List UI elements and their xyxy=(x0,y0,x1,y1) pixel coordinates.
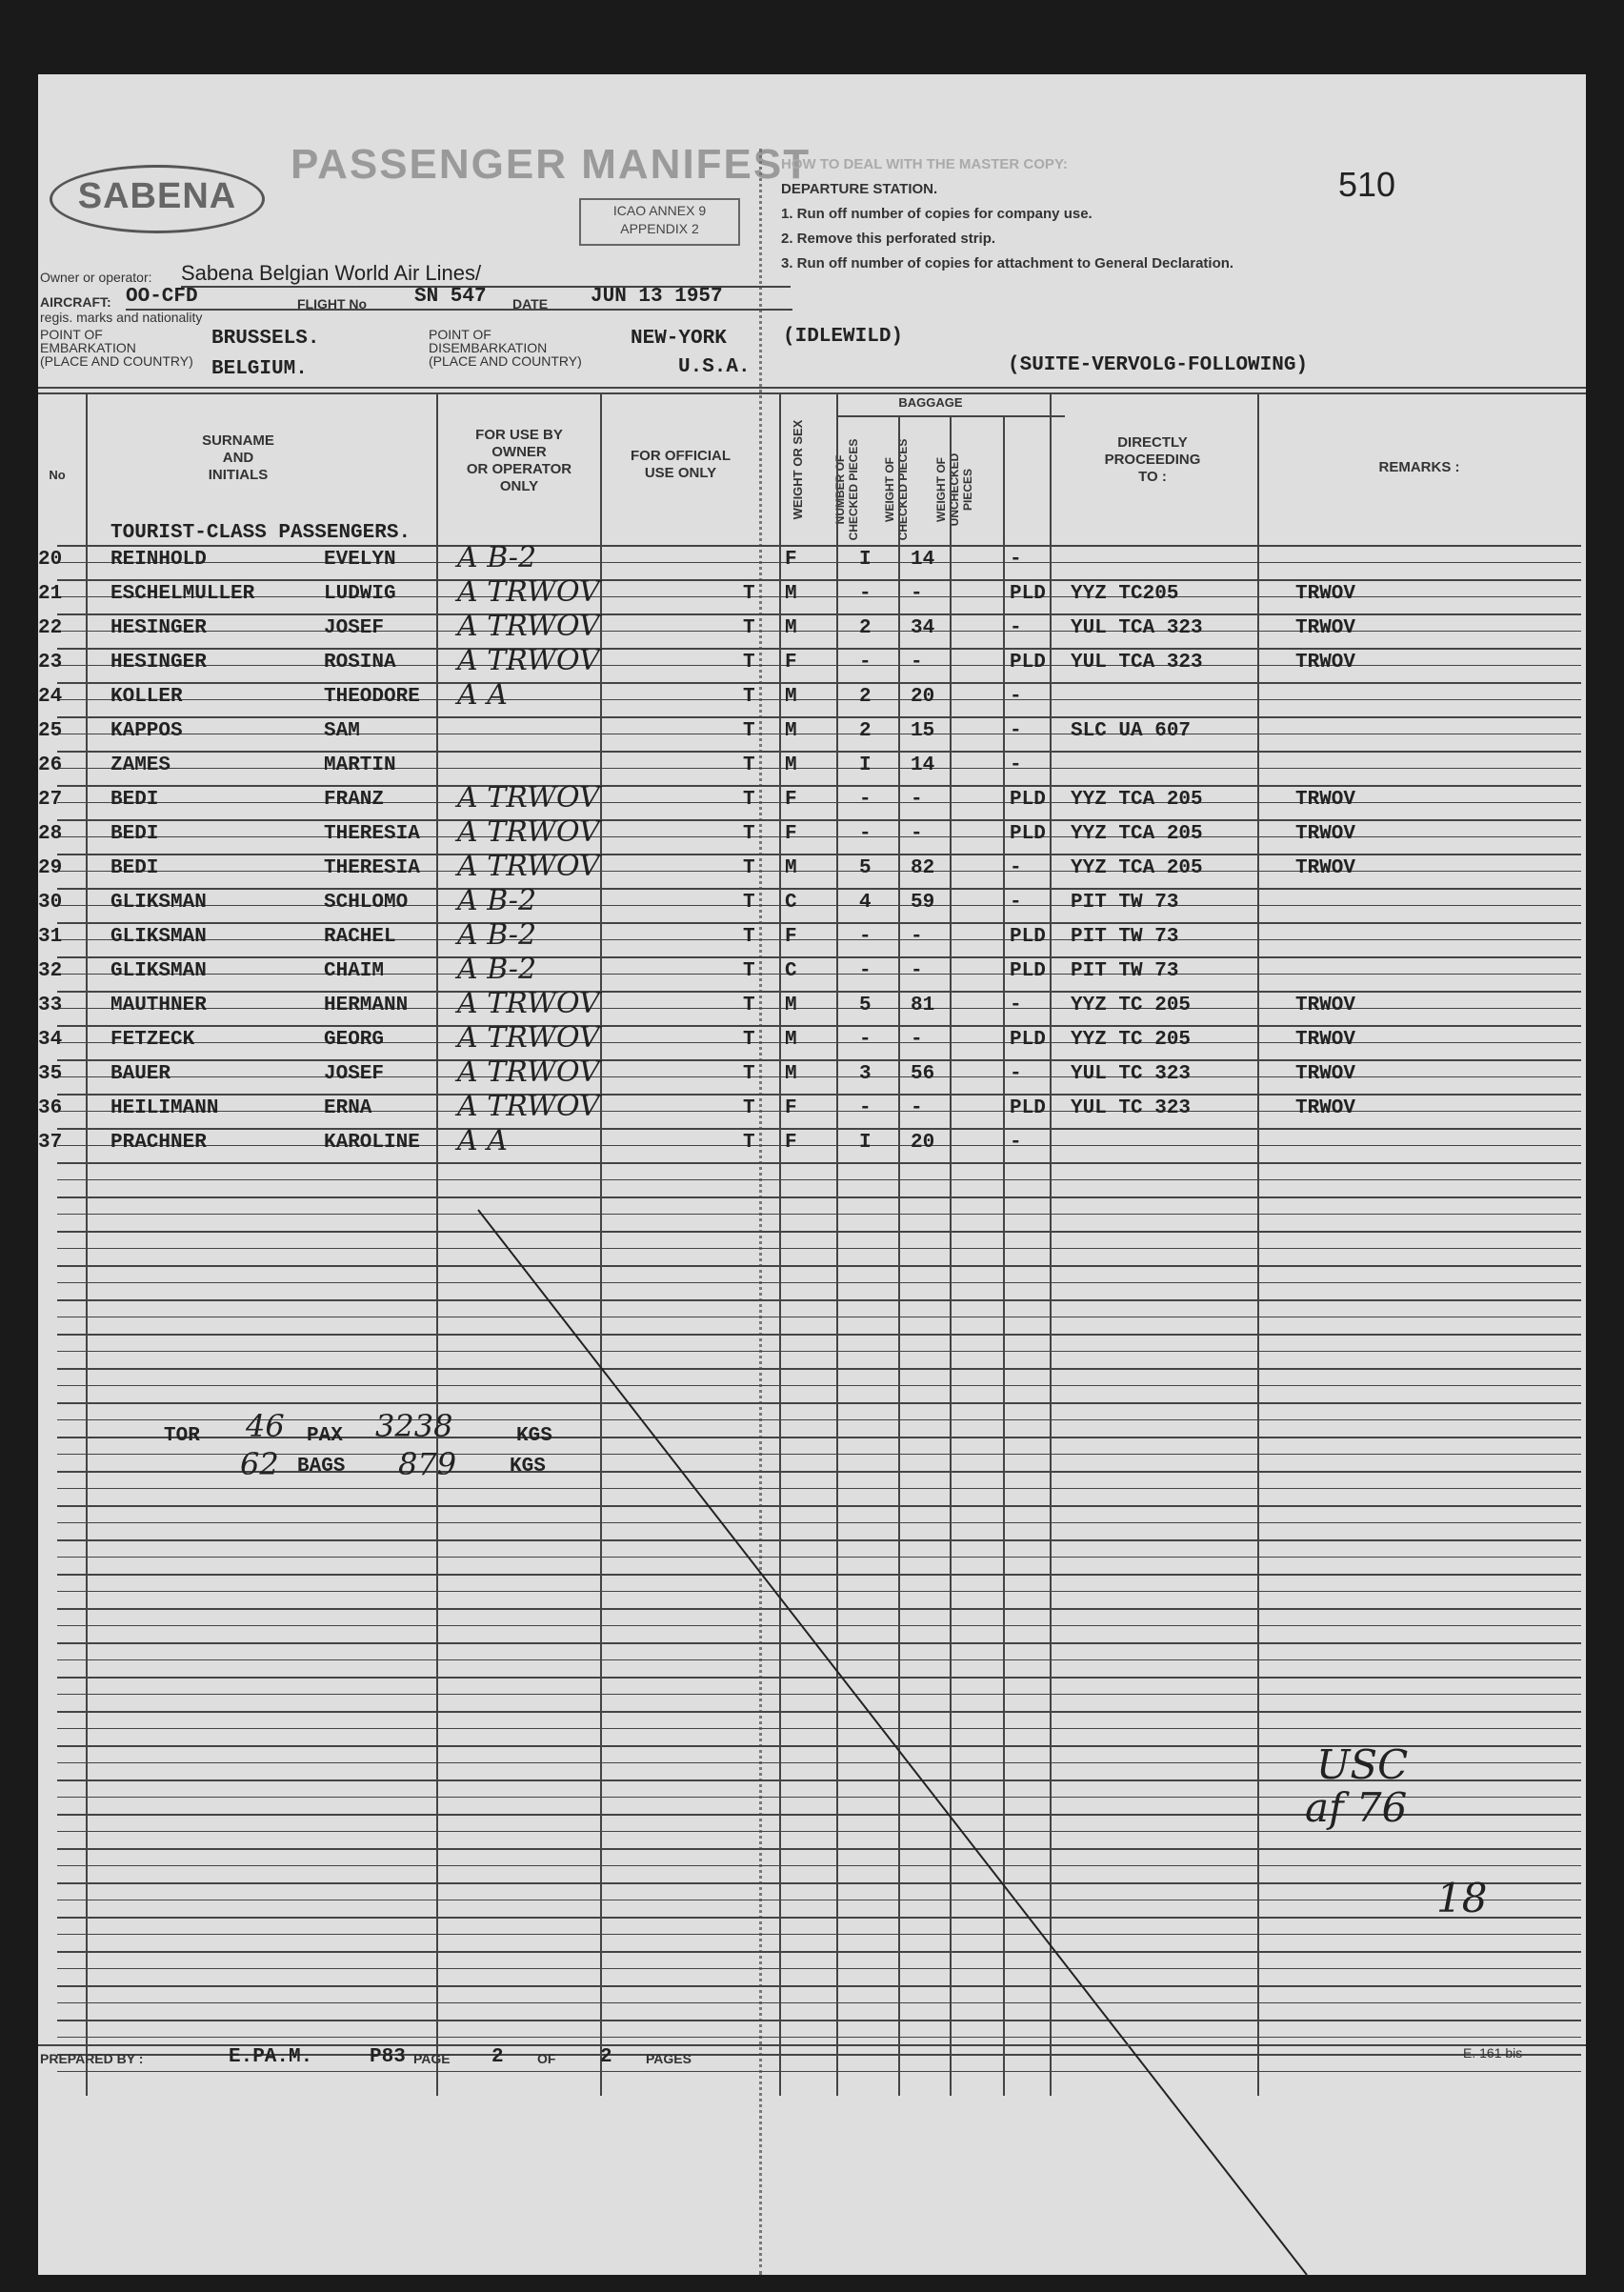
row-surname: REINHOLD xyxy=(110,549,207,571)
col-checked-pieces: NUMBER OF CHECKED PIECES xyxy=(833,438,860,541)
row-destination: PIT TW 73 xyxy=(1071,960,1179,982)
row-sex: M xyxy=(785,1029,797,1051)
row-destination: YUL TCA 323 xyxy=(1071,617,1203,639)
totals-label: TOR xyxy=(164,1425,200,1447)
row-checked-weight: 34 xyxy=(911,617,935,639)
row-owner-handwriting: A TRWOV xyxy=(457,575,600,609)
date-label: DATE xyxy=(512,296,549,312)
row-initials: RACHEL xyxy=(324,926,396,948)
col-surname: SURNAME AND INITIALS xyxy=(202,432,274,483)
row-surname: GLIKSMAN xyxy=(110,892,207,914)
row-class: T xyxy=(743,720,755,742)
row-checked-weight: 14 xyxy=(911,549,935,571)
row-checked-pieces: - xyxy=(859,789,872,811)
row-initials: LUDWIG xyxy=(324,583,396,605)
row-unchecked: PLD xyxy=(1010,1097,1046,1119)
row-no: 20 xyxy=(38,549,63,571)
row-checked-weight: 56 xyxy=(911,1063,935,1085)
row-unchecked: - xyxy=(1010,686,1022,708)
row-no: 31 xyxy=(38,926,63,948)
row-no: 35 xyxy=(38,1063,63,1085)
row-sex: M xyxy=(785,686,797,708)
row-checked-pieces: - xyxy=(859,583,872,605)
row-destination: YYZ TCA 205 xyxy=(1071,857,1203,879)
row-class: T xyxy=(743,892,755,914)
totals-pax-label: PAX xyxy=(307,1425,343,1447)
col-no: No xyxy=(49,468,66,482)
row-initials: SCHLOMO xyxy=(324,892,409,914)
row-checked-weight: - xyxy=(911,583,923,605)
row-remarks: TRWOV xyxy=(1295,857,1356,879)
flight-value: SN 547 xyxy=(414,286,487,308)
row-checked-pieces: I xyxy=(859,549,872,571)
row-destination: YYZ TCA 205 xyxy=(1071,823,1203,845)
row-initials: JOSEF xyxy=(324,1063,385,1085)
row-checked-weight: 20 xyxy=(911,1132,935,1154)
row-destination: YUL TC 323 xyxy=(1071,1097,1192,1119)
row-checked-pieces: 4 xyxy=(859,892,872,914)
page-number: 510 xyxy=(1338,165,1396,204)
row-surname: MAUTHNER xyxy=(110,995,207,1016)
row-unchecked: - xyxy=(1010,1063,1022,1085)
row-destination: YYZ TC 205 xyxy=(1071,995,1192,1016)
strike-through-line xyxy=(38,74,1586,2275)
row-destination: YYZ TC 205 xyxy=(1071,1029,1192,1051)
row-remarks: TRWOV xyxy=(1295,1097,1356,1119)
row-remarks: TRWOV xyxy=(1295,1029,1356,1051)
row-checked-pieces: 5 xyxy=(859,995,872,1016)
embark-city: BRUSSELS. xyxy=(211,328,320,350)
row-surname: BAUER xyxy=(110,1063,171,1085)
row-sex: M xyxy=(785,754,797,776)
flight-label: FLIGHT No xyxy=(297,296,368,312)
row-no: 30 xyxy=(38,892,63,914)
row-unchecked: - xyxy=(1010,617,1022,639)
section-label: TOURIST-CLASS PASSENGERS. xyxy=(110,522,411,544)
row-owner-handwriting: A TRWOV xyxy=(457,1056,600,1089)
row-owner-handwriting: A TRWOV xyxy=(457,644,600,677)
row-unchecked: PLD xyxy=(1010,789,1046,811)
icao-line-2: APPENDIX 2 xyxy=(620,221,699,236)
row-initials: EVELYN xyxy=(324,549,396,571)
row-unchecked: - xyxy=(1010,1132,1022,1154)
row-checked-pieces: - xyxy=(859,960,872,982)
manifest-sheet xyxy=(38,74,1586,2275)
totals-bags-weight: 879 xyxy=(398,1446,457,1482)
row-class: T xyxy=(743,754,755,776)
row-no: 24 xyxy=(38,686,63,708)
row-unchecked: - xyxy=(1010,892,1022,914)
row-class: T xyxy=(743,1063,755,1085)
row-class: T xyxy=(743,960,755,982)
row-no: 37 xyxy=(38,1132,63,1154)
row-sex: M xyxy=(785,617,797,639)
row-sex: M xyxy=(785,857,797,879)
row-no: 23 xyxy=(38,652,63,674)
row-initials: FRANZ xyxy=(324,789,385,811)
row-sex: F xyxy=(785,1132,797,1154)
instruction-1: 1. Run off number of copies for company use. xyxy=(781,206,1093,222)
row-initials: JOSEF xyxy=(324,617,385,639)
row-surname: GLIKSMAN xyxy=(110,926,207,948)
row-checked-pieces: I xyxy=(859,1132,872,1154)
row-surname: KOLLER xyxy=(110,686,183,708)
row-unchecked: PLD xyxy=(1010,960,1046,982)
row-checked-pieces: 3 xyxy=(859,1063,872,1085)
col-weight-sex: WEIGHT OR SEX xyxy=(791,419,805,520)
row-class: T xyxy=(743,583,755,605)
prepared-code: P83 xyxy=(370,2046,406,2068)
row-no: 27 xyxy=(38,789,63,811)
row-checked-pieces: - xyxy=(859,823,872,845)
row-remarks: TRWOV xyxy=(1295,1063,1356,1085)
row-checked-pieces: 2 xyxy=(859,686,872,708)
form-number: E. 161 bis xyxy=(1463,2045,1523,2061)
corner-note-1: USC xyxy=(1316,1741,1409,1788)
embark-label: POINT OF EMBARKATION (PLACE AND COUNTRY) xyxy=(40,327,193,369)
row-checked-pieces: - xyxy=(859,926,872,948)
row-initials: GEORG xyxy=(324,1029,385,1051)
row-initials: KAROLINE xyxy=(324,1132,420,1154)
row-checked-weight: - xyxy=(911,1029,923,1051)
row-class: T xyxy=(743,1029,755,1051)
row-checked-weight: - xyxy=(911,926,923,948)
row-initials: THERESIA xyxy=(324,857,420,879)
row-no: 28 xyxy=(38,823,63,845)
corner-note-2: af 76 xyxy=(1305,1784,1408,1831)
row-checked-weight: 82 xyxy=(911,857,935,879)
row-destination: YUL TCA 323 xyxy=(1071,652,1203,674)
row-no: 33 xyxy=(38,995,63,1016)
row-owner-handwriting: A A xyxy=(457,1124,508,1157)
row-surname: HESINGER xyxy=(110,617,207,639)
row-remarks: TRWOV xyxy=(1295,583,1356,605)
row-class: T xyxy=(743,995,755,1016)
page-label: PAGE xyxy=(413,2051,451,2066)
disembark-label: POINT OF DISEMBARKATION (PLACE AND COUNTRY) xyxy=(429,327,582,369)
row-remarks: TRWOV xyxy=(1295,823,1356,845)
row-no: 22 xyxy=(38,617,63,639)
row-owner-handwriting: A TRWOV xyxy=(457,610,600,643)
row-remarks: TRWOV xyxy=(1295,617,1356,639)
row-no: 25 xyxy=(38,720,63,742)
row-destination: YYZ TC205 xyxy=(1071,583,1179,605)
row-surname: BEDI xyxy=(110,823,159,845)
totals-kgs-2: KGS xyxy=(510,1456,546,1478)
row-checked-weight: - xyxy=(911,960,923,982)
row-class: T xyxy=(743,1097,755,1119)
operator-label: Owner or operator: xyxy=(40,270,152,285)
row-surname: PRACHNER xyxy=(110,1132,207,1154)
row-sex: F xyxy=(785,823,797,845)
row-destination: YUL TC 323 xyxy=(1071,1063,1192,1085)
row-sex: F xyxy=(785,926,797,948)
row-sex: C xyxy=(785,892,797,914)
row-destination: PIT TW 73 xyxy=(1071,926,1179,948)
row-checked-pieces: 5 xyxy=(859,857,872,879)
row-destination: YYZ TCA 205 xyxy=(1071,789,1203,811)
row-checked-weight: - xyxy=(911,789,923,811)
col-official: FOR OFFICIAL USE ONLY xyxy=(631,448,731,481)
totals-kgs-1: KGS xyxy=(516,1425,552,1447)
row-sex: M xyxy=(785,995,797,1016)
row-unchecked: PLD xyxy=(1010,823,1046,845)
row-unchecked: PLD xyxy=(1010,1029,1046,1051)
row-checked-weight: - xyxy=(911,823,923,845)
row-class: T xyxy=(743,686,755,708)
instructions-title: HOW TO DEAL WITH THE MASTER COPY: xyxy=(781,156,1068,172)
row-sex: M xyxy=(785,720,797,742)
row-owner-handwriting: A A xyxy=(457,678,508,712)
row-owner-handwriting: A TRWOV xyxy=(457,850,600,883)
row-owner-handwriting: A TRWOV xyxy=(457,781,600,814)
page-title: PASSENGER MANIFEST xyxy=(291,141,812,188)
departure-station: DEPARTURE STATION. xyxy=(781,181,938,197)
page-value: 2 xyxy=(491,2046,504,2068)
idlewild-note: (IDLEWILD) xyxy=(783,326,904,348)
row-unchecked: PLD xyxy=(1010,652,1046,674)
row-checked-weight: 20 xyxy=(911,686,935,708)
row-owner-handwriting: A B-2 xyxy=(457,953,537,986)
row-owner-handwriting: A TRWOV xyxy=(457,987,600,1020)
row-unchecked: - xyxy=(1010,995,1022,1016)
row-checked-weight: 15 xyxy=(911,720,935,742)
row-checked-pieces: - xyxy=(859,652,872,674)
row-no: 36 xyxy=(38,1097,63,1119)
col-checked-weight: WEIGHT OF CHECKED PIECES xyxy=(883,438,910,541)
row-surname: FETZECK xyxy=(110,1029,195,1051)
row-remarks: TRWOV xyxy=(1295,995,1356,1016)
sabena-logo: SABENA xyxy=(50,165,265,233)
operator-value: Sabena Belgian World Air Lines/ xyxy=(181,261,482,285)
col-proceeding: DIRECTLY PROCEEDING TO : xyxy=(1104,434,1201,485)
row-unchecked: - xyxy=(1010,720,1022,742)
row-surname: BEDI xyxy=(110,857,159,879)
row-no: 21 xyxy=(38,583,63,605)
row-sex: F xyxy=(785,1097,797,1119)
row-no: 26 xyxy=(38,754,63,776)
aircraft-label: AIRCRAFT: xyxy=(40,294,111,310)
row-owner-handwriting: A B-2 xyxy=(457,541,537,574)
row-unchecked: - xyxy=(1010,754,1022,776)
row-class: T xyxy=(743,789,755,811)
row-surname: HESINGER xyxy=(110,652,207,674)
row-no: 29 xyxy=(38,857,63,879)
col-owner: FOR USE BY OWNER OR OPERATOR ONLY xyxy=(466,427,572,494)
row-owner-handwriting: A TRWOV xyxy=(457,1021,600,1055)
instruction-2: 2. Remove this perforated strip. xyxy=(781,231,996,247)
row-owner-handwriting: A B-2 xyxy=(457,884,537,917)
instruction-3: 3. Run off number of copies for attachment to General Declaration. xyxy=(781,255,1234,271)
row-sex: M xyxy=(785,1063,797,1085)
row-remarks: TRWOV xyxy=(1295,789,1356,811)
row-no: 34 xyxy=(38,1029,63,1051)
row-surname: BEDI xyxy=(110,789,159,811)
row-checked-weight: - xyxy=(911,652,923,674)
embark-country: BELGIUM. xyxy=(211,358,308,380)
row-checked-pieces: - xyxy=(859,1097,872,1119)
row-initials: THEODORE xyxy=(324,686,420,708)
disembark-city: NEW-YORK xyxy=(631,328,727,350)
row-checked-weight: 81 xyxy=(911,995,935,1016)
row-class: T xyxy=(743,926,755,948)
row-unchecked: PLD xyxy=(1010,583,1046,605)
row-initials: ERNA xyxy=(324,1097,372,1119)
prepared-label: PREPARED BY : xyxy=(40,2051,144,2066)
icao-line-1: ICAO ANNEX 9 xyxy=(612,203,707,218)
row-sex: C xyxy=(785,960,797,982)
aircraft-sublabel: regis. marks and nationality xyxy=(40,310,203,325)
row-class: T xyxy=(743,823,755,845)
row-class: T xyxy=(743,857,755,879)
row-initials: CHAIM xyxy=(324,960,385,982)
row-checked-pieces: - xyxy=(859,1029,872,1051)
row-sex: F xyxy=(785,549,797,571)
row-no: 32 xyxy=(38,960,63,982)
row-unchecked: - xyxy=(1010,549,1022,571)
row-surname: GLIKSMAN xyxy=(110,960,207,982)
col-unchecked-weight: WEIGHT OF UNCHECKED PIECES xyxy=(934,452,974,527)
row-sex: F xyxy=(785,652,797,674)
row-checked-weight: 14 xyxy=(911,754,935,776)
row-surname: ZAMES xyxy=(110,754,171,776)
row-unchecked: - xyxy=(1010,857,1022,879)
col-remarks: REMARKS : xyxy=(1378,459,1460,475)
row-sex: M xyxy=(785,583,797,605)
row-remarks: TRWOV xyxy=(1295,652,1356,674)
row-unchecked: PLD xyxy=(1010,926,1046,948)
totals-bags-label: BAGS xyxy=(297,1456,346,1478)
disembark-country: U.S.A. xyxy=(678,356,751,378)
row-checked-weight: 59 xyxy=(911,892,935,914)
totals-pax-weight: 3238 xyxy=(375,1408,453,1444)
row-owner-handwriting: A TRWOV xyxy=(457,815,600,849)
row-checked-pieces: I xyxy=(859,754,872,776)
row-initials: THERESIA xyxy=(324,823,420,845)
totals-bags-count: 62 xyxy=(240,1446,279,1482)
row-surname: ESCHELMULLER xyxy=(110,583,255,605)
row-initials: ROSINA xyxy=(324,652,396,674)
row-checked-weight: - xyxy=(911,1097,923,1119)
row-class: T xyxy=(743,1132,755,1154)
prepared-by: E.PA.M. xyxy=(229,2046,313,2068)
pages-label: PAGES xyxy=(646,2051,692,2066)
row-class: T xyxy=(743,652,755,674)
row-initials: MARTIN xyxy=(324,754,396,776)
suite-note: (SUITE-VERVOLG-FOLLOWING) xyxy=(1008,354,1309,376)
row-class: T xyxy=(743,617,755,639)
row-destination: PIT TW 73 xyxy=(1071,892,1179,914)
of-label: OF xyxy=(537,2051,556,2066)
row-owner-handwriting: A TRWOV xyxy=(457,1090,600,1123)
row-initials: HERMANN xyxy=(324,995,409,1016)
row-checked-pieces: 2 xyxy=(859,617,872,639)
date-value: JUN 13 1957 xyxy=(591,286,723,308)
row-sex: F xyxy=(785,789,797,811)
row-owner-handwriting: A B-2 xyxy=(457,918,537,952)
row-initials: SAM xyxy=(324,720,360,742)
of-value: 2 xyxy=(600,2046,612,2068)
aircraft-value: OO-CFD xyxy=(126,286,198,308)
col-baggage: BAGGAGE xyxy=(898,395,963,410)
row-checked-pieces: 2 xyxy=(859,720,872,742)
corner-note-3: 18 xyxy=(1436,1875,1488,1921)
totals-pax-count: 46 xyxy=(246,1408,285,1444)
row-surname: HEILIMANN xyxy=(110,1097,219,1119)
row-destination: SLC UA 607 xyxy=(1071,720,1192,742)
row-surname: KAPPOS xyxy=(110,720,183,742)
